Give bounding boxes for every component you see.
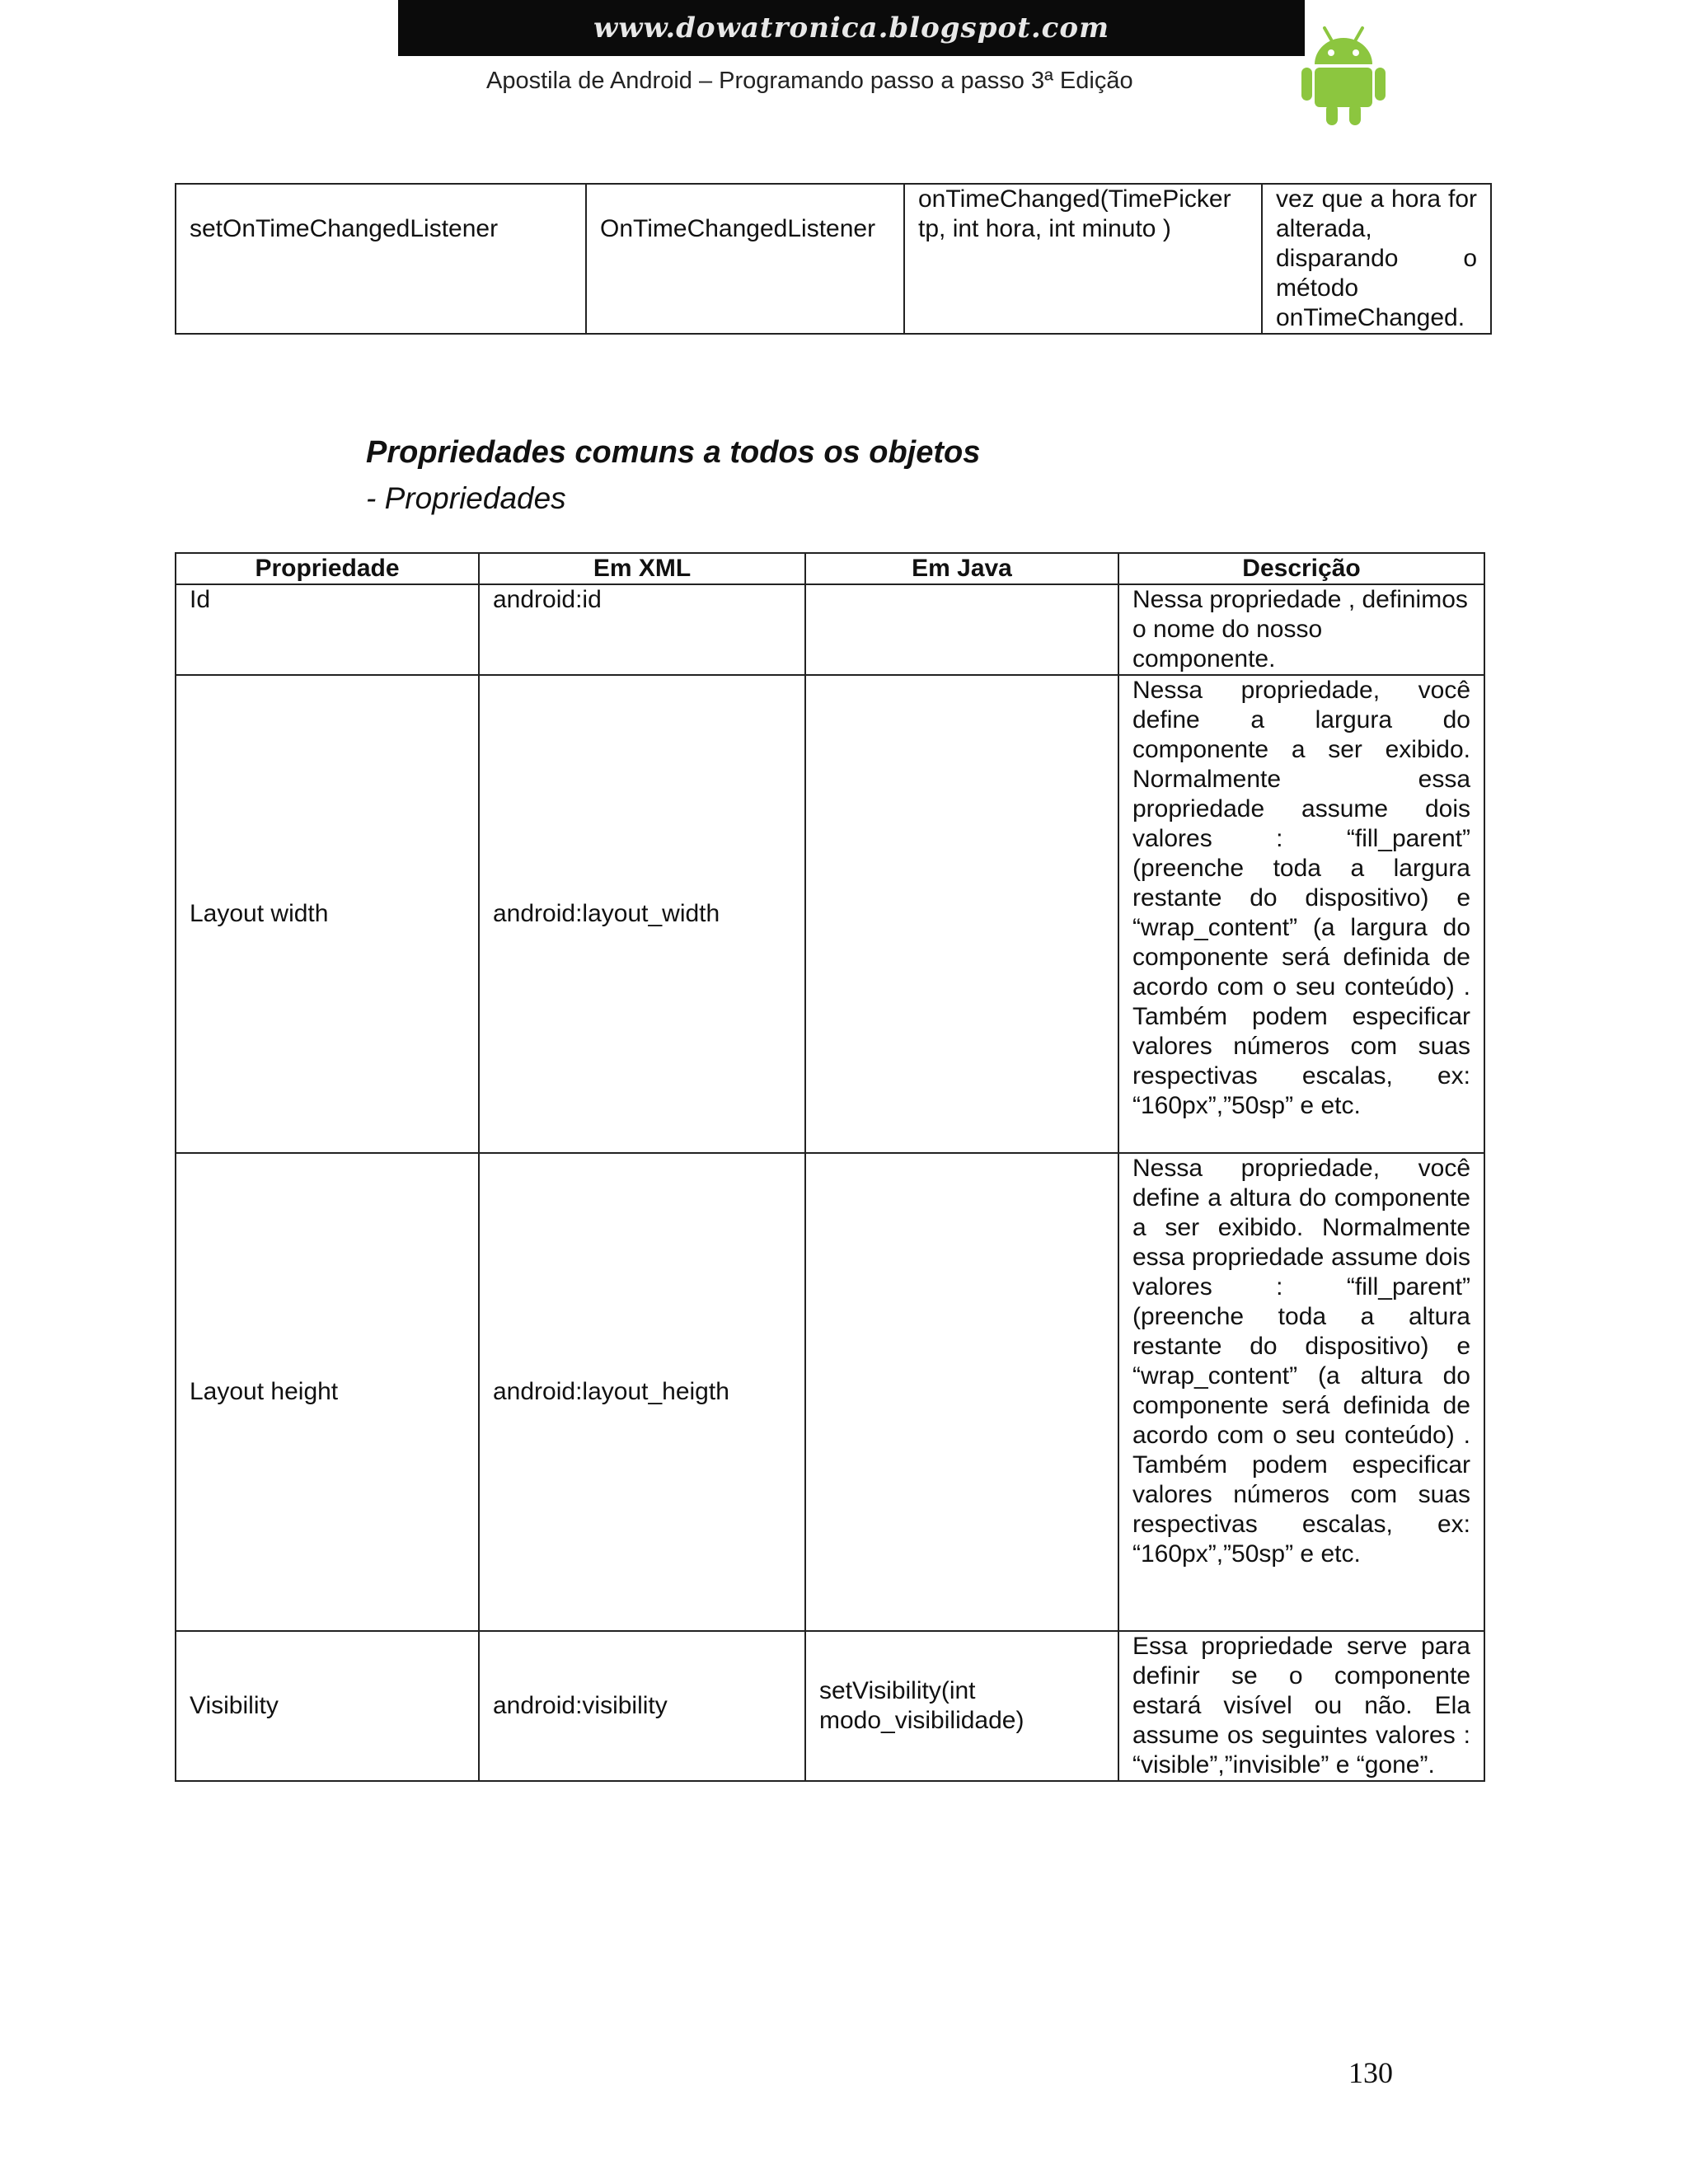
document-header-title: Apostila de Android – Programando passo a passo 3ª Edição [486,68,1133,94]
android-robot-icon [1298,23,1389,126]
property-cell: Layout height [176,1153,479,1631]
table-row [176,184,1491,334]
java-cell: setVisibility(int modo_visibilidade) [805,1631,1118,1781]
callback-cell: onTimeChanged(TimePicker tp, int hora, int minuto ) [904,184,1262,334]
column-header-xml: Em XML [479,553,805,584]
page-number: 130 [1348,2056,1393,2089]
xml-cell: android:visibility [479,1631,805,1781]
java-cell [805,1153,1118,1631]
table-header-row [176,553,1484,584]
site-banner [398,0,1305,56]
description-cell: Nessa propriedade , definimos o nome do nosso componente. [1118,584,1484,675]
table-row [176,675,1484,1153]
xml-cell: android:layout_width [479,675,805,1153]
properties-table [175,552,1485,1782]
xml-cell: android:id [479,584,805,675]
section-subtitle: - Propriedades [366,481,566,515]
property-cell: Id [176,584,479,675]
property-cell: Layout width [176,675,479,1153]
table-row [176,584,1484,675]
listener-cell: OnTimeChangedListener [586,184,904,334]
column-header-description: Descrição [1118,553,1484,584]
java-cell [805,675,1118,1153]
column-header-java: Em Java [805,553,1118,584]
table-row [176,1153,1484,1631]
column-header-property: Propriedade [176,553,479,584]
banner-url-text: www.dowatronica.blogspot.com [593,12,1110,45]
description-cell: Nessa propriedade, você define a largura do componente a ser exibido. Normalmente essa propriedade assume dois valores : “fill_parent” (preenche toda a largura restante do dispositivo) e “wrap_content” (a largura do componente será definida de acordo com o seu conteúdo) . Também podem especificar valores números com suas respectivas escalas, ex: “160px”,”50sp” e etc. [1118,675,1484,1153]
section-title: Propriedades comuns a todos os objetos [366,435,981,470]
java-cell [805,584,1118,675]
xml-cell: android:layout_heigth [479,1153,805,1631]
description-cell: Nessa propriedade, você define a altura do componente a ser exibido. Normalmente essa propriedade assume dois valores : “fill_parent” (preenche toda a altura restante do dispositivo) e “wrap_content” (a altura do componente será definida de acordo com o seu conteúdo) . Também podem especificar valores números com suas respectivas escalas, ex: “160px”,”50sp” e etc. [1118,1153,1484,1631]
table-row [176,1631,1484,1781]
method-cell: setOnTimeChangedListener [176,184,586,334]
property-cell: Visibility [176,1631,479,1781]
description-cell: Essa propriedade serve para definir se o componente estará visível ou não. Ela assume os seguintes valores : “visible”,”invisible” e “gone”. [1118,1631,1484,1781]
description-cell: vez que a hora for alterada, disparando o método onTimeChanged. [1262,184,1491,334]
listener-table [175,183,1492,335]
